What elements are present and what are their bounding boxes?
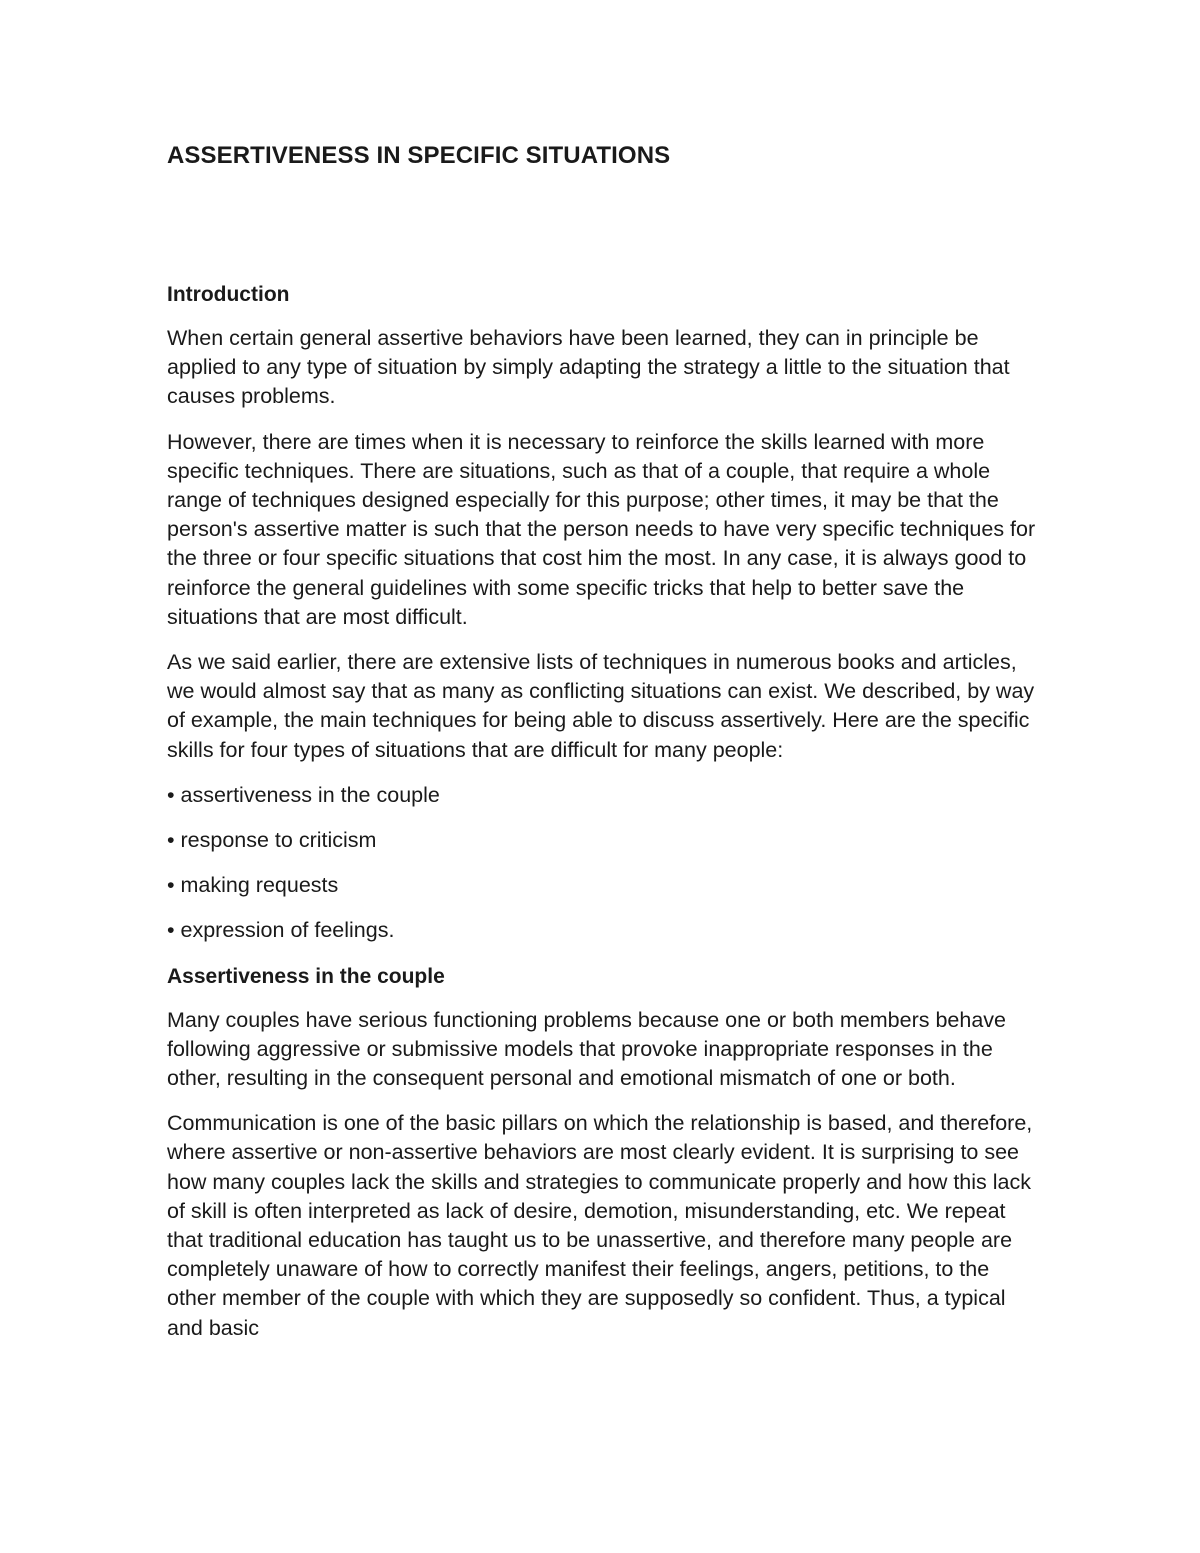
section-heading-introduction: Introduction	[167, 283, 290, 306]
document-content	[167, 140, 1037, 1343]
paragraph: Communication is one of the basic pillars on which the relationship is based, and therefore, where assertive or non-assertive behaviors are most clearly evident. It is surprising to see how many couples lack the skills and strategies to communicate properly and how this lack of skill is often interpreted as lack of desire, demotion, misunderstanding, etc. We repeat that traditional education has taught us to be unassertive, and therefore many people are completely unaware of how to correctly manifest their feelings, angers, petitions, to the other member of the couple with which they are supposedly so confident. Thus, a typical and basic	[167, 1111, 1033, 1340]
document-title: ASSERTIVENESS IN SPECIFIC SITUATIONS	[167, 142, 671, 169]
list-item: • response to criticism	[167, 828, 377, 853]
paragraph: As we said earlier, there are extensive lists of techniques in numerous books and articles, we would almost say that as many as conflicting situations can exist. We described, by way of example, the main techniques for being able to discuss assertively. Here are the specific skills for four types of situations that are difficult for many people:	[167, 650, 1035, 762]
bullet-list	[167, 781, 1037, 946]
paragraph: When certain general assertive behaviors have been learned, they can in principle be applied to any type of situation by simply adapting the strategy a little to the situation that causes problems.	[167, 326, 1010, 409]
list-item: • expression of feelings.	[167, 918, 395, 943]
section-heading-couple: Assertiveness in the couple	[167, 964, 445, 988]
paragraph: Many couples have serious functioning problems because one or both members behave following aggressive or submissive models that provoke inappropriate responses in the other, resulting in the consequent personal and emotional mismatch of one or both.	[167, 1007, 1006, 1091]
paragraph: However, there are times when it is necessary to reinforce the skills learned with more specific techniques. There are situations, such as that of a couple, that require a whole range of techniques designed especially for this purpose; other times, it may be that the person's assertive matter is such that the person needs to have very specific techniques for the three or four specific situations that cost him the most. In any case, it is always good to reinforce the general guidelines with some specific tricks that help to better save the situations that are most difficult.	[167, 429, 1036, 629]
list-item: • assertiveness in the couple	[167, 782, 440, 807]
list-item: • making requests	[167, 873, 339, 898]
